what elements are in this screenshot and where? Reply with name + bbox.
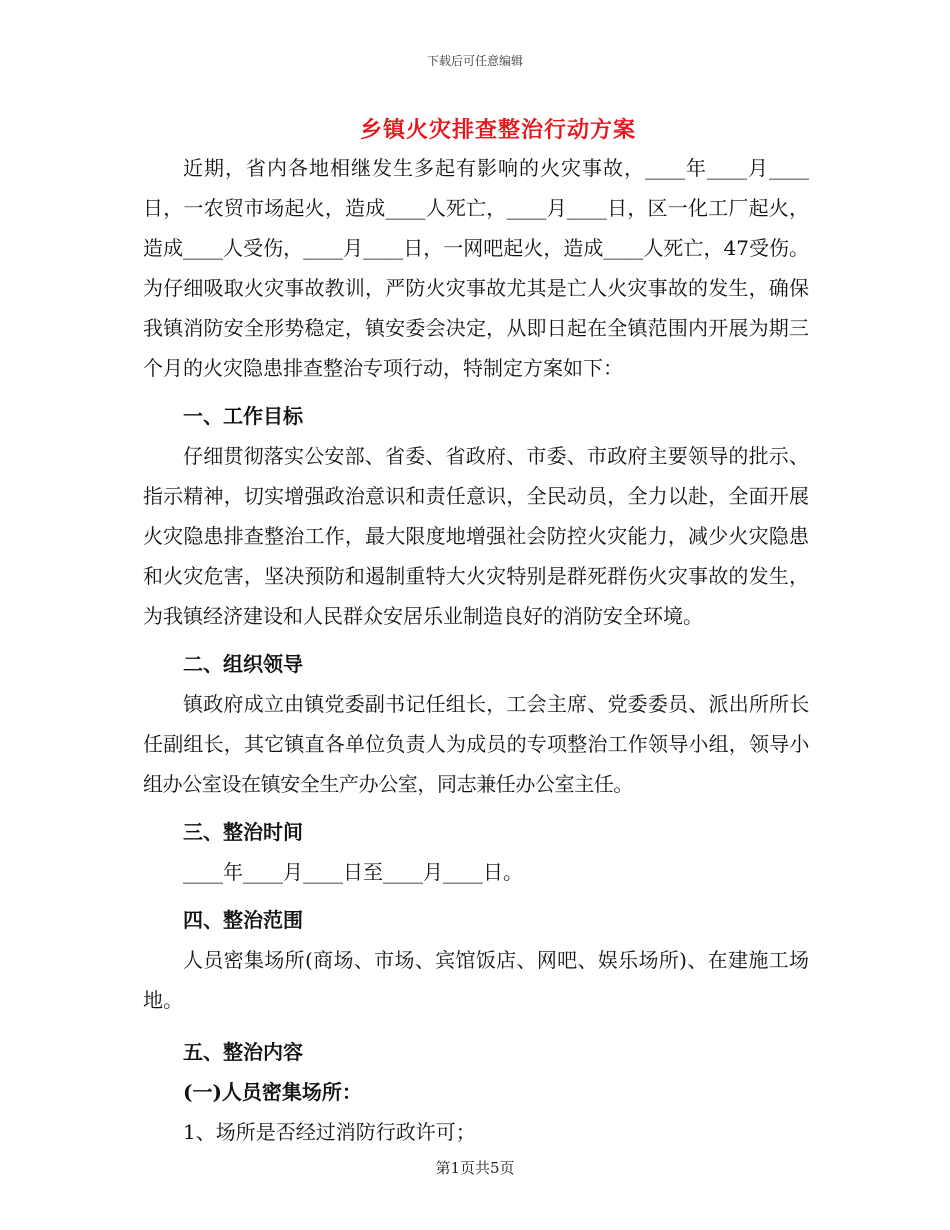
- document-title: 乡镇火灾排查整治行动方案: [359, 117, 636, 143]
- section-heading-goals: 一、工作目标: [183, 404, 303, 428]
- section-body-organization: 镇政府成立由镇党委副书记任组长，工会主席、党委委员、派出所所长任副组长，其它镇直各单位负责人为成员的专项整治工作领导小组，领导小组办公室设在镇安全生产办公室，同志兼任办公室主任。: [143, 692, 809, 796]
- section-body-goals: 仔细贯彻落实公安部、省委、省政府、市委、市政府主要领导的批示、指示精神，切实增强政治意识和责任意识，全民动员，全力以赴，全面开展火灾隐患排查整治工作，最大限度地增强社会防控火灾能力，减少火灾隐患和火灾危害，坚决预防和遏制重特大火灾特别是群死群伤火灾事故的发生，为我镇经济建设和人民群众安居乐业制造良好的消防安全环境。: [143, 444, 809, 628]
- section-heading-organization: 二、组织领导: [183, 652, 303, 676]
- intro-paragraph: 近期，省内各地相继发生多起有影响的火灾事故，____年____月____日，一农贸市场起火，造成____人死亡，____月____日，区一化工厂起火，造成____人受伤，____月____日，一网吧起火，造成____人死亡，47受伤。为仔细吸取火灾事故教训，严防火灾事故尤其是亡人火灾事故的发生，确保我镇消防安全形势稳定，镇安委会决定，从即日起在全镇范围内开展为期三个月的火灾隐患排查整治专项行动，特制定方案如下：: [143, 156, 809, 380]
- subsection-heading-crowded-places: (一)人员密集场所：: [183, 1080, 362, 1104]
- section-body-time: ____年____月____日至____月____日。: [183, 860, 523, 884]
- section-heading-content: 五、整治内容: [183, 1040, 303, 1064]
- section-heading-scope: 四、整治范围: [183, 908, 303, 932]
- section-heading-time: 三、整治时间: [183, 820, 303, 844]
- document-body: [143, 148, 809, 1152]
- header-note: 下载后可任意编辑: [426, 54, 523, 68]
- list-item: 1、场所是否经过消防行政许可；: [183, 1120, 476, 1144]
- section-body-scope: 人员密集场所(商场、市场、宾馆饭店、网吧、娱乐场所)、在建施工场地。: [143, 948, 809, 1012]
- page-number: 第1页共5页: [435, 1159, 515, 1177]
